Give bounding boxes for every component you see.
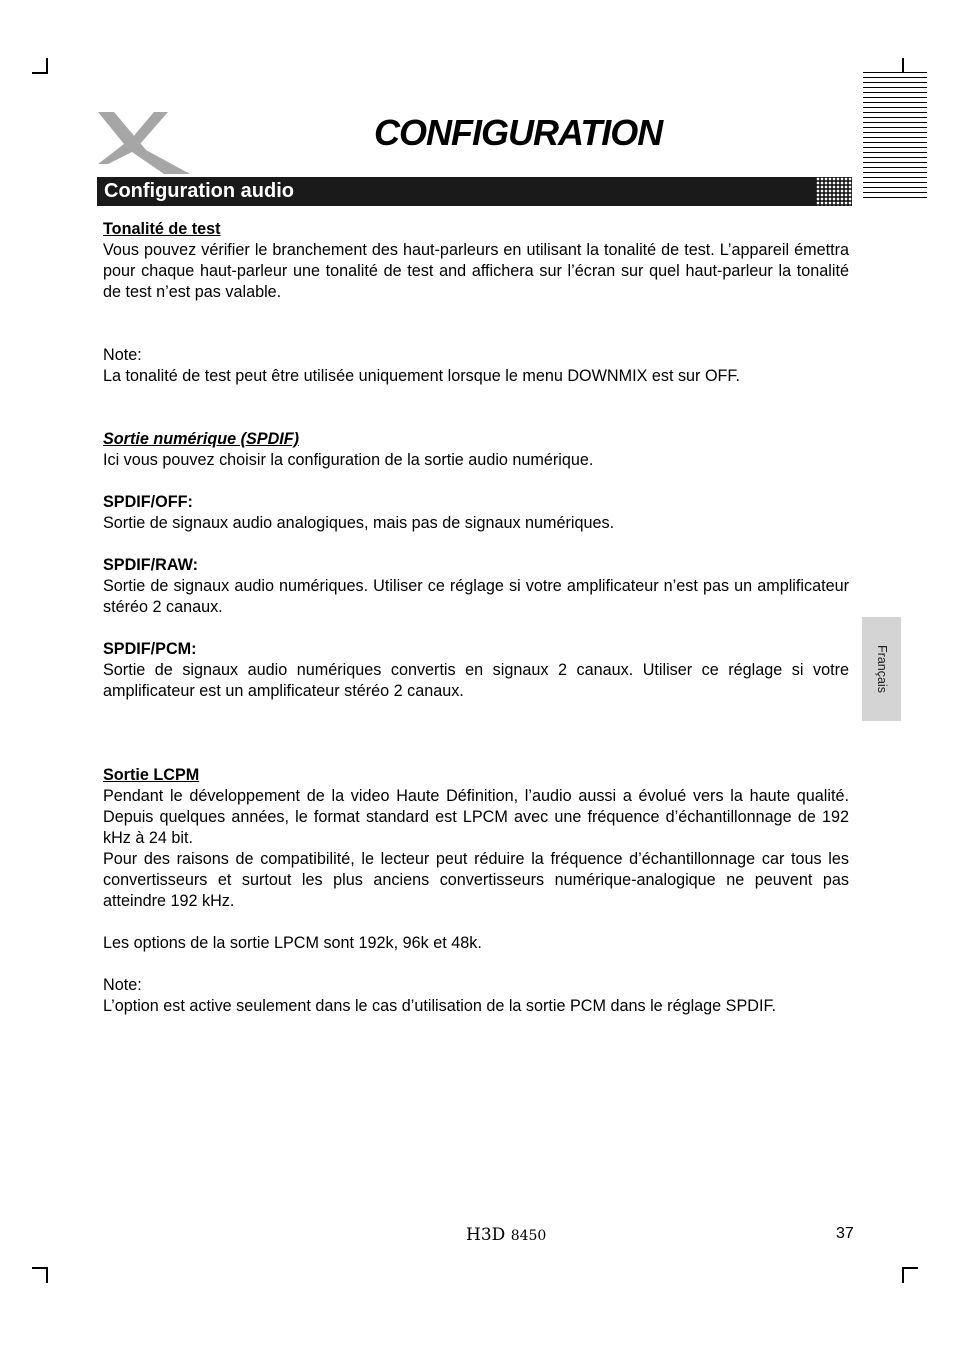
lpcm-options: Les options de la sortie LPCM sont 192k, 96k et 48k. xyxy=(103,934,482,952)
page-title: CONFIGURATION xyxy=(374,112,663,153)
crop-mark-bottom-right xyxy=(902,1267,918,1283)
section-title: Configuration audio xyxy=(104,180,294,202)
model-letters: H3D xyxy=(466,1225,506,1245)
spdif-pcm-text: Sortie de signaux audio numériques convertis en signaux 2 canaux. Utiliser ce réglage si votre amplificateur est un amplificateur stéréo 2 canaux. xyxy=(103,661,849,700)
model-number: 8450 xyxy=(510,1228,547,1244)
spdif-intro: Ici vous pouvez choisir la configuration de la sortie audio numérique. xyxy=(103,451,594,469)
spdif-pcm-label: SPDIF/PCM: xyxy=(103,640,197,658)
crop-mark-top-left xyxy=(32,58,48,74)
lpcm-paragraph-2: Pour des raisons de compatibilité, le lecteur peut réduire la fréquence d’échantillonnage car tous les convertisseurs et surtout les plus anciens convertisseurs numérique-analogique ne peuvent pas atteindre 192 kHz. xyxy=(103,850,849,910)
lpcm-note-label: Note: xyxy=(103,976,142,994)
lpcm-note-text: L’option est active seulement dans le cas d’utilisation de la sortie PCM dans le réglage SPDIF. xyxy=(103,997,777,1015)
section-bar-dot-pattern xyxy=(816,177,852,206)
page-number: 37 xyxy=(836,1225,854,1242)
spdif-raw-text: Sortie de signaux audio numériques. Utiliser ce réglage si votre amplificateur n’est pas un amplificateur stéréo 2 canaux. xyxy=(103,577,849,616)
decorative-stripes xyxy=(863,72,927,200)
language-tab-label: Français xyxy=(874,645,889,693)
lpcm-paragraph-1: Pendant le développement de la video Haute Définition, l’audio aussi a évolué vers la haute qualité. Depuis quelques années, le format standard est LPCM avec une fréquence d’échantillonnage de 192 kHz à 24 bit. xyxy=(103,787,849,847)
test-tone-note-text: La tonalité de test peut être utilisée uniquement lorsque le menu DOWNMIX est sur OFF. xyxy=(103,367,741,385)
spdif-raw-label: SPDIF/RAW: xyxy=(103,556,199,574)
spdif-off-label: SPDIF/OFF: xyxy=(103,493,193,511)
test-tone-note-label: Note: xyxy=(103,346,142,364)
spdif-off-text: Sortie de signaux audio analogiques, mais pas de signaux numériques. xyxy=(103,514,615,532)
lpcm-heading: Sortie LCPM xyxy=(103,766,200,784)
language-tab xyxy=(862,617,901,721)
test-tone-heading: Tonalité de test xyxy=(103,220,221,238)
spdif-heading: Sortie numérique (SPDIF) xyxy=(103,430,300,448)
test-tone-body: Vous pouvez vérifier le branchement des haut-parleurs en utilisant la tonalité de test. L’appareil émettra pour chaque haut-parleur une tonalité de test and affichera sur l’écran sur quel haut-parleur la tonalité de test n’est pas valable. xyxy=(103,241,849,301)
main-content xyxy=(103,219,849,1017)
x-logo-icon xyxy=(94,106,194,176)
model-name xyxy=(466,1225,546,1245)
crop-mark-bottom-left xyxy=(32,1267,48,1283)
